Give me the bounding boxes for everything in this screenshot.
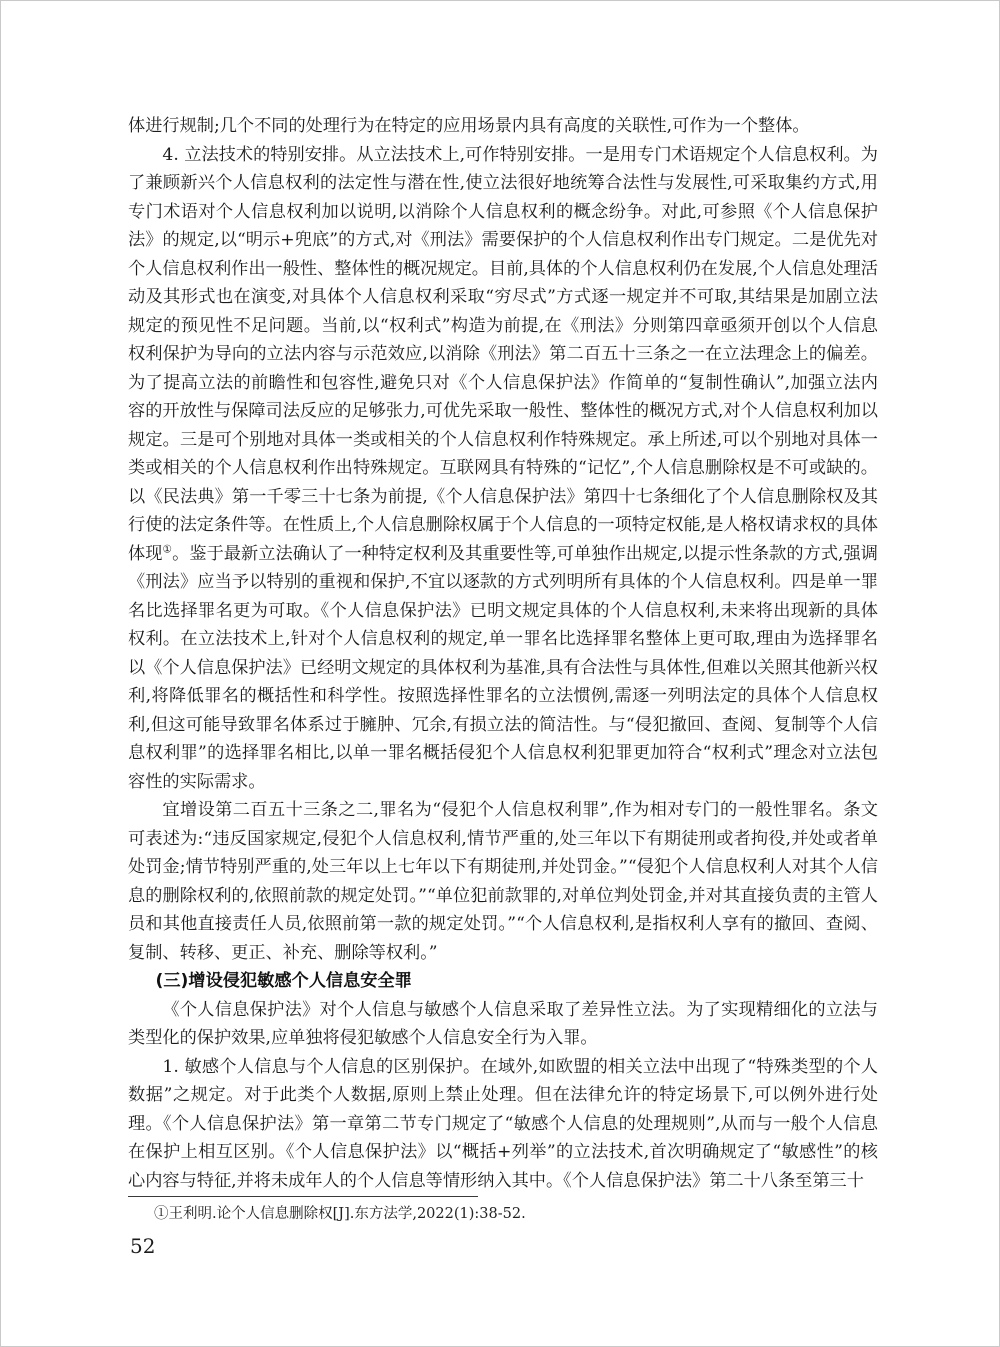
- article-body: [128, 112, 878, 1195]
- section-heading-sensitive-info-crime: (三)增设侵犯敏感个人信息安全罪: [155, 971, 412, 991]
- page-number: 52: [130, 1234, 156, 1258]
- footnote-area: [128, 1196, 878, 1225]
- paragraph-proposed-provision: 宜增设第二百五十三条之二,罪名为“侵犯个人信息权利罪”,作为相对专门的一般性罪名。条文可表述为:“违反国家规定,侵犯个人信息权利,情节严重的,处三年以下有期徒刑或者拘役,并处或者单处罚金;情节特别严重的,处三年以上七年以下有期徒刑,并处罚金。”“侵犯个人信息权利人对其个人信息的删除权利的,依照前款的规定处罚。”“单位犯前款罪的,对单位判处罚金,并对其直接负责的主管人员和其他直接责任人员,依照前第一款的规定处罚。”“个人信息权利,是指权利人享有的撤回、查阅、复制、转移、更正、补充、删除等权利。”: [128, 800, 878, 963]
- paragraph-sensitive-info-distinction: 1. 敏感个人信息与个人信息的区别保护。在域外,如欧盟的相关立法中出现了“特殊类型的个人数据”之规定。对于此类个人数据,原则上禁止处理。但在法律允许的特定场景下,可以例外进行处理。《个人信息保护法》第一章第二节专门规定了“敏感个人信息的处理规则”,从而与一般个人信息在保护上相互区别。《个人信息保护法》以“概括+列举”的立法技术,首次明确规定了“敏感性”的核心内容与特征,并将未成年人的个人信息等情形纳入其中。《个人信息保护法》第二十八条至第三十: [128, 1056, 878, 1191]
- footnote-citation: ①王利明.论个人信息删除权[J].东方法学,2022(1):38-52.: [154, 1206, 526, 1222]
- paragraph-legislative-technique: 4. 立法技术的特别安排。从立法技术上,可作特别安排。一是用专门术语规定个人信息权利。为了兼顾新兴个人信息权利的法定性与潜在性,使立法很好地统筹合法性与发展性,可采取集约方式,用专门术语对个人信息权利加以说明,以消除个人信息权利的概念纷争。对此,可参照《个人信息保护法》的规定,以“明示+兜底”的方式,对《刑法》需要保护的个人信息权利作出专门规定。二是优先对个人信息权利作出一般性、整体性的概况规定。目前,具体的个人信息权利仍在发展,个人信息处理活动及其形式也在演变,对具体个人信息权利采取“穷尽式”方式逐一规定并不可取,其结果是加剧立法规定的预见性不足问题。当前,以“权利式”构造为前提,在《刑法》分则第四章亟须开创以个人信息权利保护为导向的立法内容与示范效应,以消除《刑法》第二百五十三条之一在立法理念上的偏差。为了提高立法的前瞻性和包容性,避免只对《个人信息保护法》作简单的“复制性确认”,加强立法内容的开放性与保障司法反应的足够张力,可优先采取一般性、整体性的概况方式,对个人信息权利加以规定。三是可个别地对具体一类或相关的个人信息权利作特殊规定。承上所述,可以个别地对具体一类或相关的个人信息权利作出特殊规定。互联网具有特殊的“记忆”,个人信息删除权是不可或缺的。以《民法典》第一千零三十七条为前提,《个人信息保护法》第四十七条细化了个人信息删除权及其行使的法定条件等。在性质上,个人信息删除权属于个人信息的一项特定权能,是人格权请求权的具体体现①。鉴于最新立法确认了一种特定权利及其重要性等,可单独作出规定,以提示性条款的方式,强调《刑法》应当予以特别的重视和保护,不宜以逐款的方式列明所有具体的个人信息权利。四是单一罪名比选择罪名更为可取。《个人信息保护法》已明文规定具体的个人信息权利,未来将出现新的具体权利。在立法技术上,针对个人信息权利的规定,单一罪名比选择罪名整体上更可取,理由为选择罪名以《个人信息保护法》已经明文规定的具体权利为基准,具有合法性与具体性,但难以关照其他新兴权利,将降低罪名的概括性和科学性。按照选择性罪名的立法惯例,需逐一列明法定的具体个人信息权利,但这可能导致罪名体系过于臃肿、冗余,有损立法的简洁性。与“侵犯撤回、查阅、复制等个人信息权利罪”的选择罪名相比,以单一罪名概括侵犯个人信息权利犯罪更加符合“权利式”理念对立法包容性的实际需求。: [128, 144, 878, 792]
- footnote-separator-rule: [128, 1196, 478, 1197]
- paragraph-continuation: 体进行规制;几个不同的处理行为在特定的应用场景内具有高度的关联性,可作为一个整体。: [128, 116, 810, 136]
- paragraph-differentiated-legislation: 《个人信息保护法》对个人信息与敏感个人信息采取了差异性立法。为了实现精细化的立法与类型化的保护效果,应单独将侵犯敏感个人信息安全行为入罪。: [128, 999, 878, 1048]
